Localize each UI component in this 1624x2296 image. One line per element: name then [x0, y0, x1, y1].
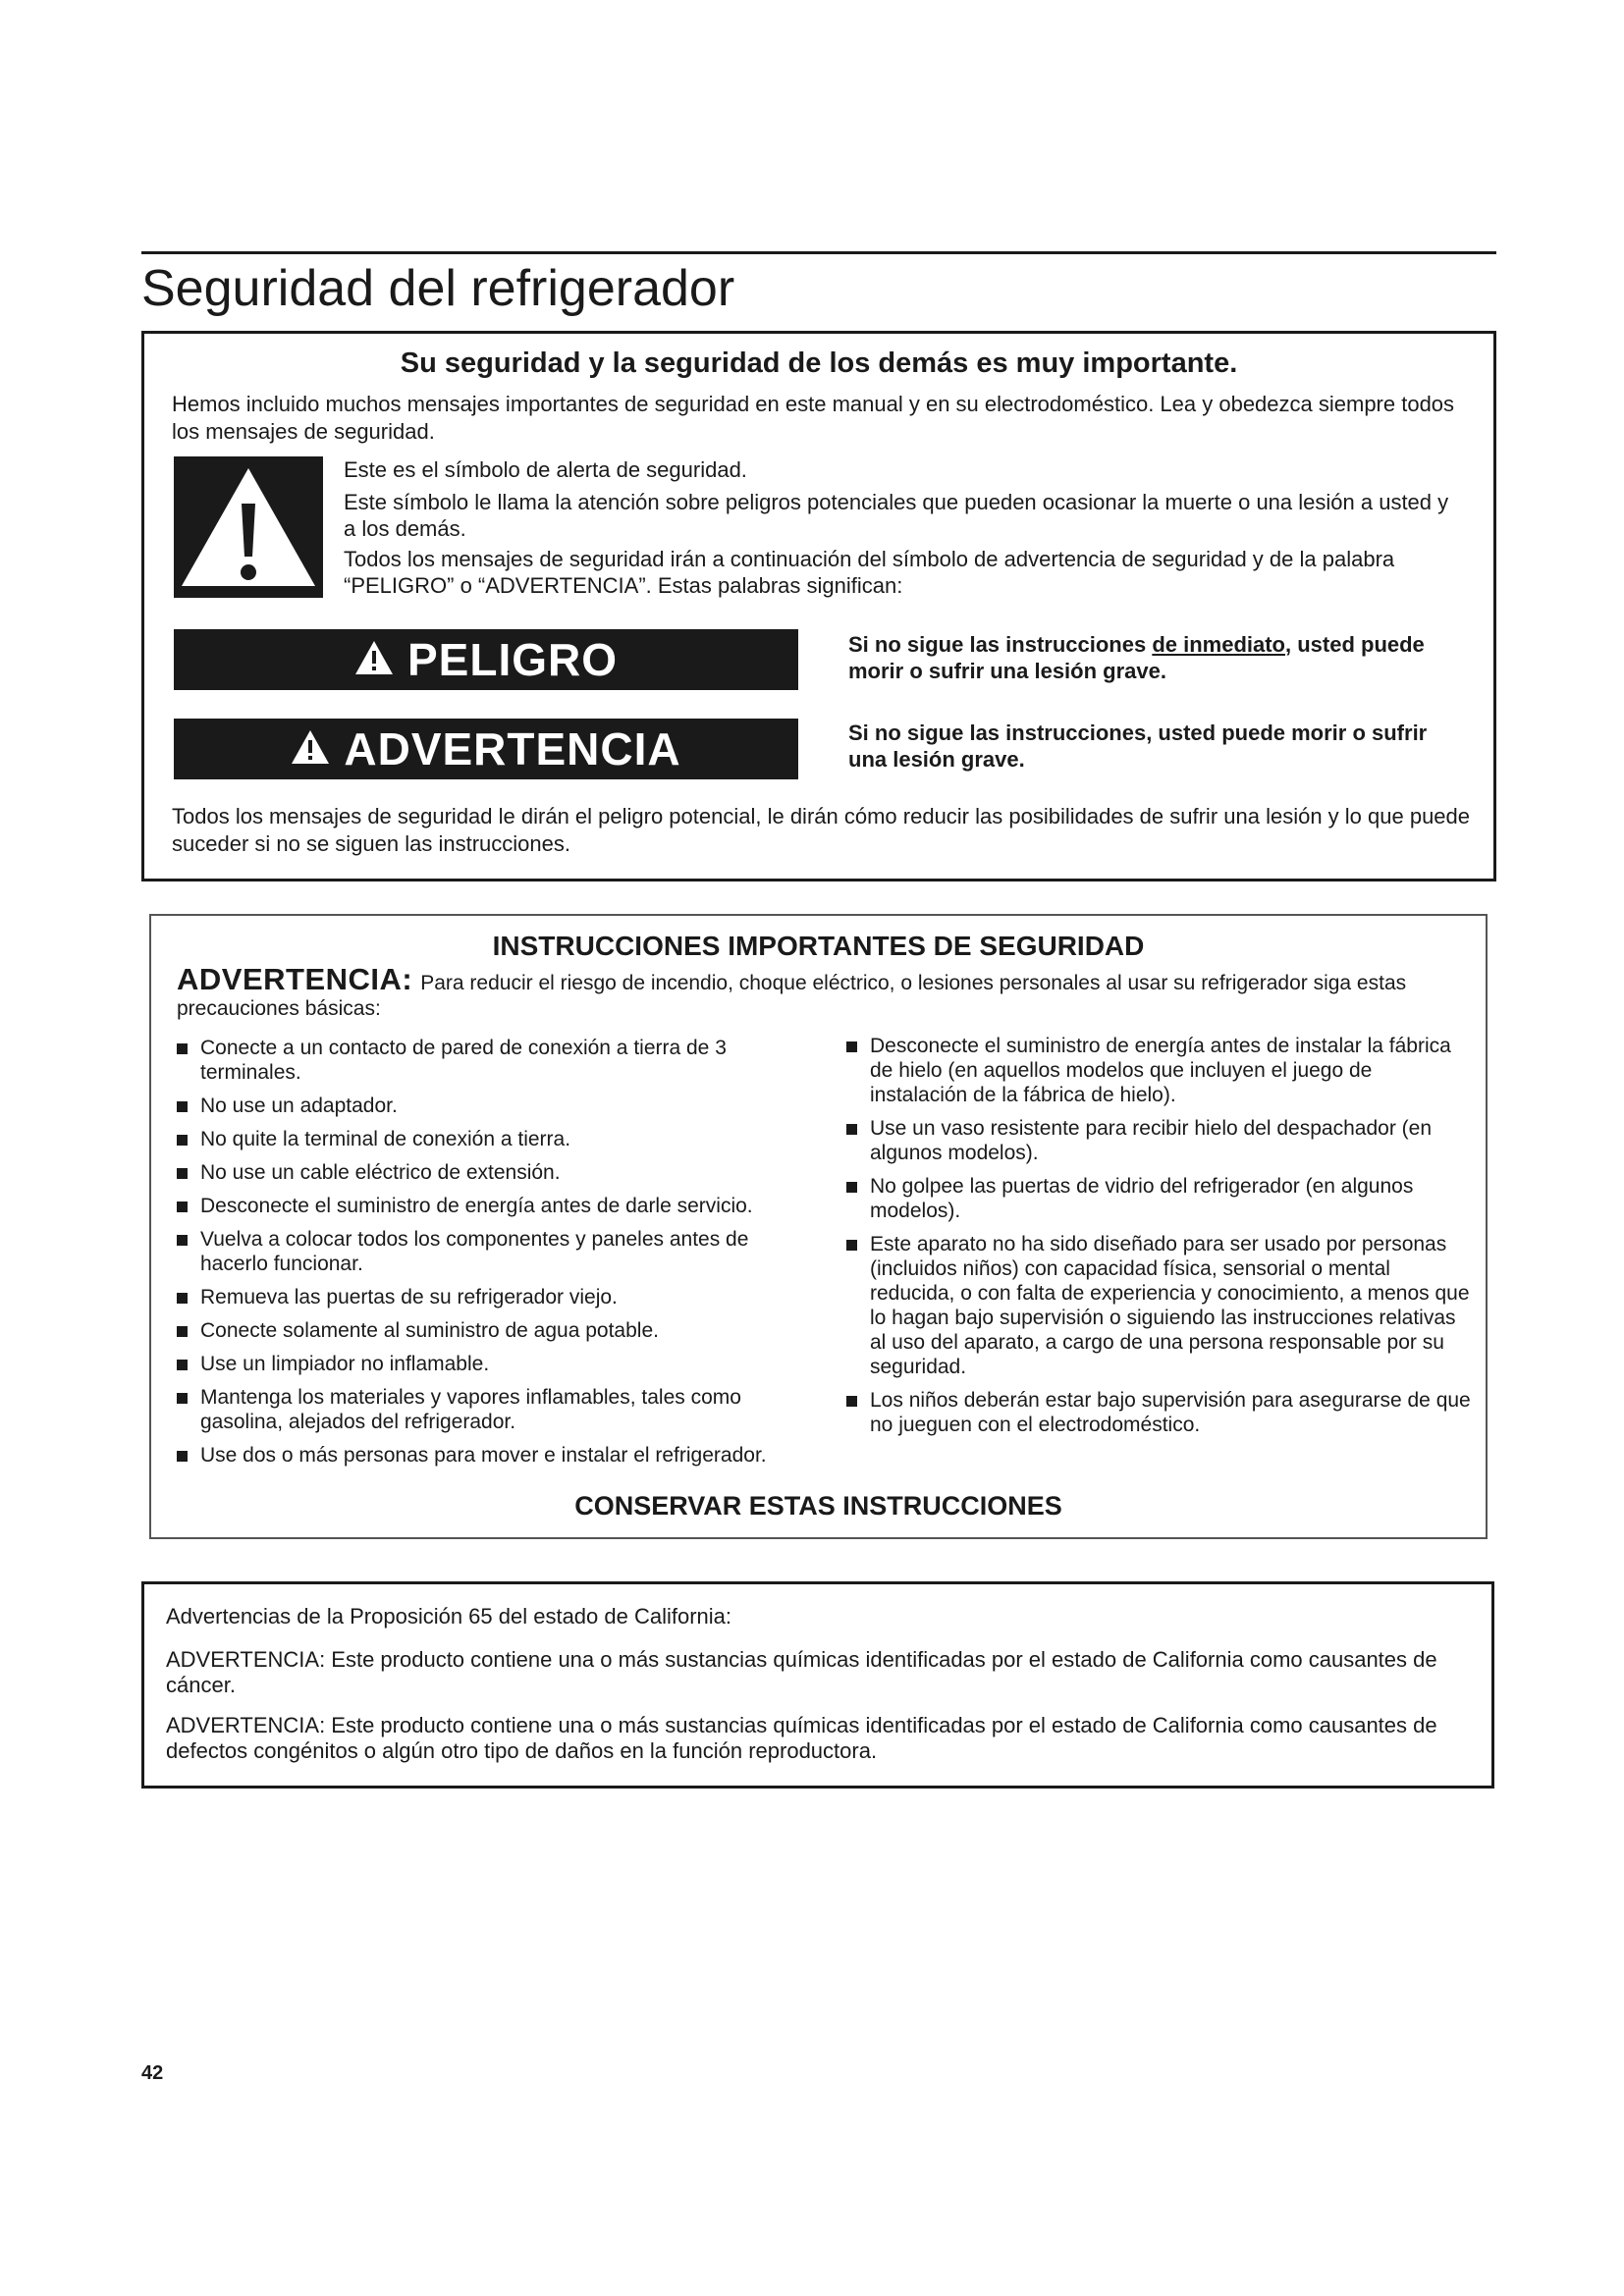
list-item-text: Este aparato no ha sido diseñado para ser usado por personas (incluidos niños) con capacidad física, sensorial o mental reducida, o con falta de experiencia y conocimiento, a menos que lo hagan bajo supervisión o siguiendo las instrucciones relativas al uso del aparato, a cargo de una persona responsable por su seguridad. — [870, 1233, 1470, 1378]
warning-triangle-icon — [291, 722, 330, 775]
list-item — [177, 1443, 815, 1468]
bullet-icon — [177, 1101, 188, 1112]
prop65-warning-cancer: ADVERTENCIA: Este producto contiene una o más sustancias químicas identificadas por el estado de California como causantes de cáncer. — [166, 1647, 1437, 1697]
bullet-icon — [846, 1396, 857, 1407]
symbol-description-3: Todos los mensajes de seguridad irán a continuación del símbolo de advertencia de seguridad y de la palabra “PELIGRO” o “ADVERTENCIA”. Estas palabras significan: — [344, 547, 1395, 598]
bullet-icon — [846, 1240, 857, 1251]
advertencia-text: Para reducir el riesgo de incendio, choque eléctrico, o lesiones personales al usar su refrigerador siga estas precauciones básicas: — [177, 972, 1407, 1020]
peligro-meaning-end: , usted puede morir o sufrir una lesión grave. — [848, 632, 1425, 683]
symbol-description-1: Este es el símbolo de alerta de seguridad. — [344, 457, 747, 482]
peligro-meaning-emphasis: de inmediato — [1152, 632, 1285, 657]
list-item — [846, 1232, 1475, 1379]
list-item — [846, 1388, 1475, 1437]
list-item — [846, 1174, 1475, 1223]
list-item-text: No quite la terminal de conexión a tierra. — [200, 1128, 571, 1150]
peligro-meaning — [848, 631, 1454, 684]
list-item-text: Use un vaso resistente para recibir hielo del despachador (en algunos modelos). — [870, 1117, 1432, 1164]
prop65-title: Advertencias de la Proposición 65 del estado de California: — [166, 1604, 732, 1629]
page-number: 42 — [141, 2062, 164, 2084]
list-item-text: No use un cable eléctrico de extensión. — [200, 1161, 561, 1184]
safety-alert-symbol — [174, 456, 323, 598]
bullet-icon — [177, 1393, 188, 1404]
list-item — [177, 1385, 815, 1434]
peligro-meaning-start: Si no sigue las instrucciones — [848, 632, 1153, 657]
bullet-icon — [846, 1124, 857, 1135]
list-item — [177, 1094, 815, 1118]
safety-intro: Hemos incluido muchos mensajes importantes de seguridad en este manual y en su electrodoméstico. Lea y obedezca siempre todos los mensajes de seguridad. — [172, 392, 1455, 444]
safety-footer: Todos los mensajes de seguridad le dirán el peligro potencial, le dirán cómo reducir las posibilidades de sufrir una lesión y lo que puede suceder si no se siguen las instrucciones. — [172, 804, 1471, 856]
list-item — [177, 1127, 815, 1151]
bullet-icon — [177, 1235, 188, 1246]
list-item — [177, 1318, 815, 1343]
bullet-icon — [177, 1168, 188, 1179]
bullet-icon — [177, 1326, 188, 1337]
list-item-text: Mantenga los materiales y vapores inflamables, tales como gasolina, alejados del refrigerador. — [200, 1386, 741, 1433]
list-item — [846, 1034, 1475, 1107]
list-item — [177, 1036, 815, 1085]
peligro-label: PELIGRO — [406, 634, 619, 685]
list-item-text: Use un limpiador no inflamable. — [200, 1353, 490, 1375]
bullet-icon — [177, 1451, 188, 1462]
safety-alert-triangle-icon — [174, 456, 323, 598]
prop65-box — [141, 1581, 1494, 1789]
list-item-text: Conecte solamente al suministro de agua potable. — [200, 1319, 659, 1342]
list-item-text: Desconecte el suministro de energía antes de darle servicio. — [200, 1195, 753, 1217]
page-title: Seguridad del refrigerador — [141, 260, 735, 317]
bullet-icon — [846, 1041, 857, 1052]
bullet-icon — [846, 1182, 857, 1193]
precautions-left-list — [177, 1036, 815, 1476]
list-item — [177, 1285, 815, 1309]
list-item — [177, 1194, 815, 1218]
list-item — [177, 1352, 815, 1376]
bullet-icon — [177, 1043, 188, 1054]
peligro-banner — [174, 629, 798, 690]
advertencia-banner — [174, 719, 798, 779]
prop65-warning-reproductive: ADVERTENCIA: Este producto contiene una o más sustancias químicas identificadas por el estado de California como causantes de defectos congénitos o algún otro tipo de daños en la función reproductora. — [166, 1713, 1437, 1763]
list-item-text: Remueva las puertas de su refrigerador viejo. — [200, 1286, 618, 1308]
list-item-text: No use un adaptador. — [200, 1095, 398, 1117]
symbol-description-2: Este símbolo le llama la atención sobre peligros potenciales que pueden ocasionar la muerte o una lesión a usted y a los demás. — [344, 490, 1449, 541]
instructions-box — [149, 914, 1488, 1539]
safety-heading: Su seguridad y la seguridad de los demás es muy importante. — [400, 347, 1238, 379]
instructions-closing: CONSERVAR ESTAS INSTRUCCIONES — [574, 1491, 1062, 1521]
bullet-icon — [177, 1293, 188, 1304]
precautions-right-list — [846, 1034, 1475, 1446]
bullet-icon — [177, 1201, 188, 1212]
list-item-text: Vuelva a colocar todos los componentes y paneles antes de hacerlo funcionar. — [200, 1228, 749, 1275]
safety-box — [141, 331, 1496, 881]
list-item-text: Use dos o más personas para mover e instalar el refrigerador. — [200, 1444, 767, 1467]
list-item — [177, 1227, 815, 1276]
advertencia-label: ADVERTENCIA — [344, 723, 681, 774]
list-item-text: No golpee las puertas de vidrio del refrigerador (en algunos modelos). — [870, 1175, 1414, 1222]
advertencia-word: ADVERTENCIA: — [177, 962, 413, 996]
warning-triangle-icon — [354, 633, 394, 686]
list-item-text: Conecte a un contacto de pared de conexión a tierra de 3 terminales. — [200, 1037, 727, 1084]
instructions-heading: INSTRUCCIONES IMPORTANTES DE SEGURIDAD — [492, 931, 1145, 961]
advertencia-meaning: Si no sigue las instrucciones, usted puede morir o sufrir una lesión grave. — [848, 721, 1428, 772]
list-item — [846, 1116, 1475, 1165]
bullet-icon — [177, 1360, 188, 1370]
instructions-warning — [177, 962, 1466, 1022]
list-item-text: Desconecte el suministro de energía antes de instalar la fábrica de hielo (en aquellos modelos que incluyen el juego de instalación de la fábrica de hielo). — [870, 1035, 1451, 1106]
list-item — [177, 1160, 815, 1185]
bullet-icon — [177, 1135, 188, 1146]
list-item-text: Los niños deberán estar bajo supervisión para asegurarse de que no jueguen con el electrodoméstico. — [870, 1389, 1471, 1436]
